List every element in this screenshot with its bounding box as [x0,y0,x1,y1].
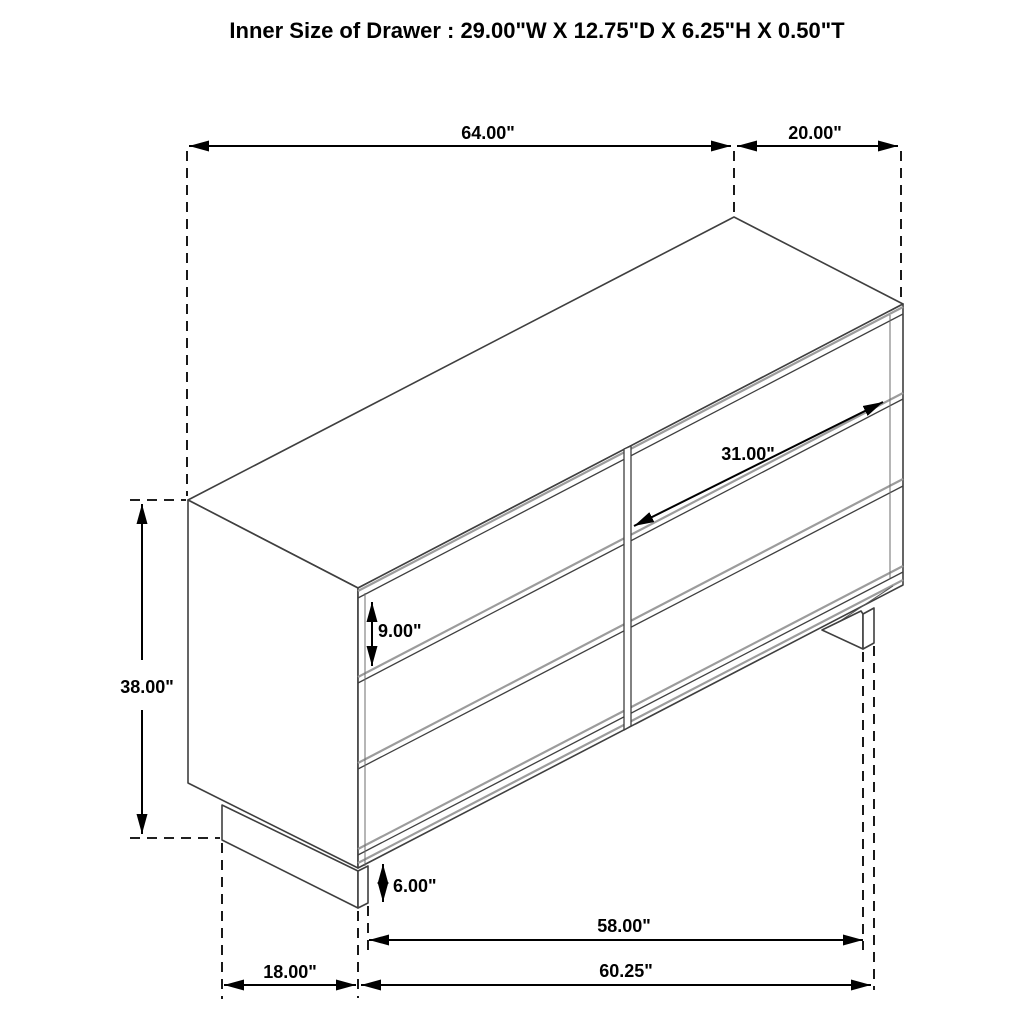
dim-base-side-depth-label: 18.00" [263,962,317,982]
dim-depth-label: 20.00" [788,123,842,143]
dim-base-inner-span [369,916,863,940]
page-title: Inner Size of Drawer : 29.00"W X 12.75"D X 6.25"H X 0.50"T [229,18,845,43]
dim-base-height-label: 6.00" [393,876,437,896]
dim-base-height [383,864,437,902]
dim-base-side-depth [224,962,356,985]
dim-base-outer-span [361,961,871,985]
dim-drawer-opening-width-label: 31.00" [721,444,775,464]
dim-overall-height [120,504,174,834]
dim-base-inner-span-label: 58.00" [597,916,651,936]
center-divider [624,446,631,730]
dim-overall-width-label: 64.00" [461,123,515,143]
dresser-drawing [188,217,903,908]
dim-drawer-front-height-label: 9.00" [378,621,422,641]
dim-depth [737,123,898,146]
dim-overall-width [189,123,731,146]
dim-overall-height-label: 38.00" [120,677,174,697]
dim-base-outer-span-label: 60.25" [599,961,653,981]
